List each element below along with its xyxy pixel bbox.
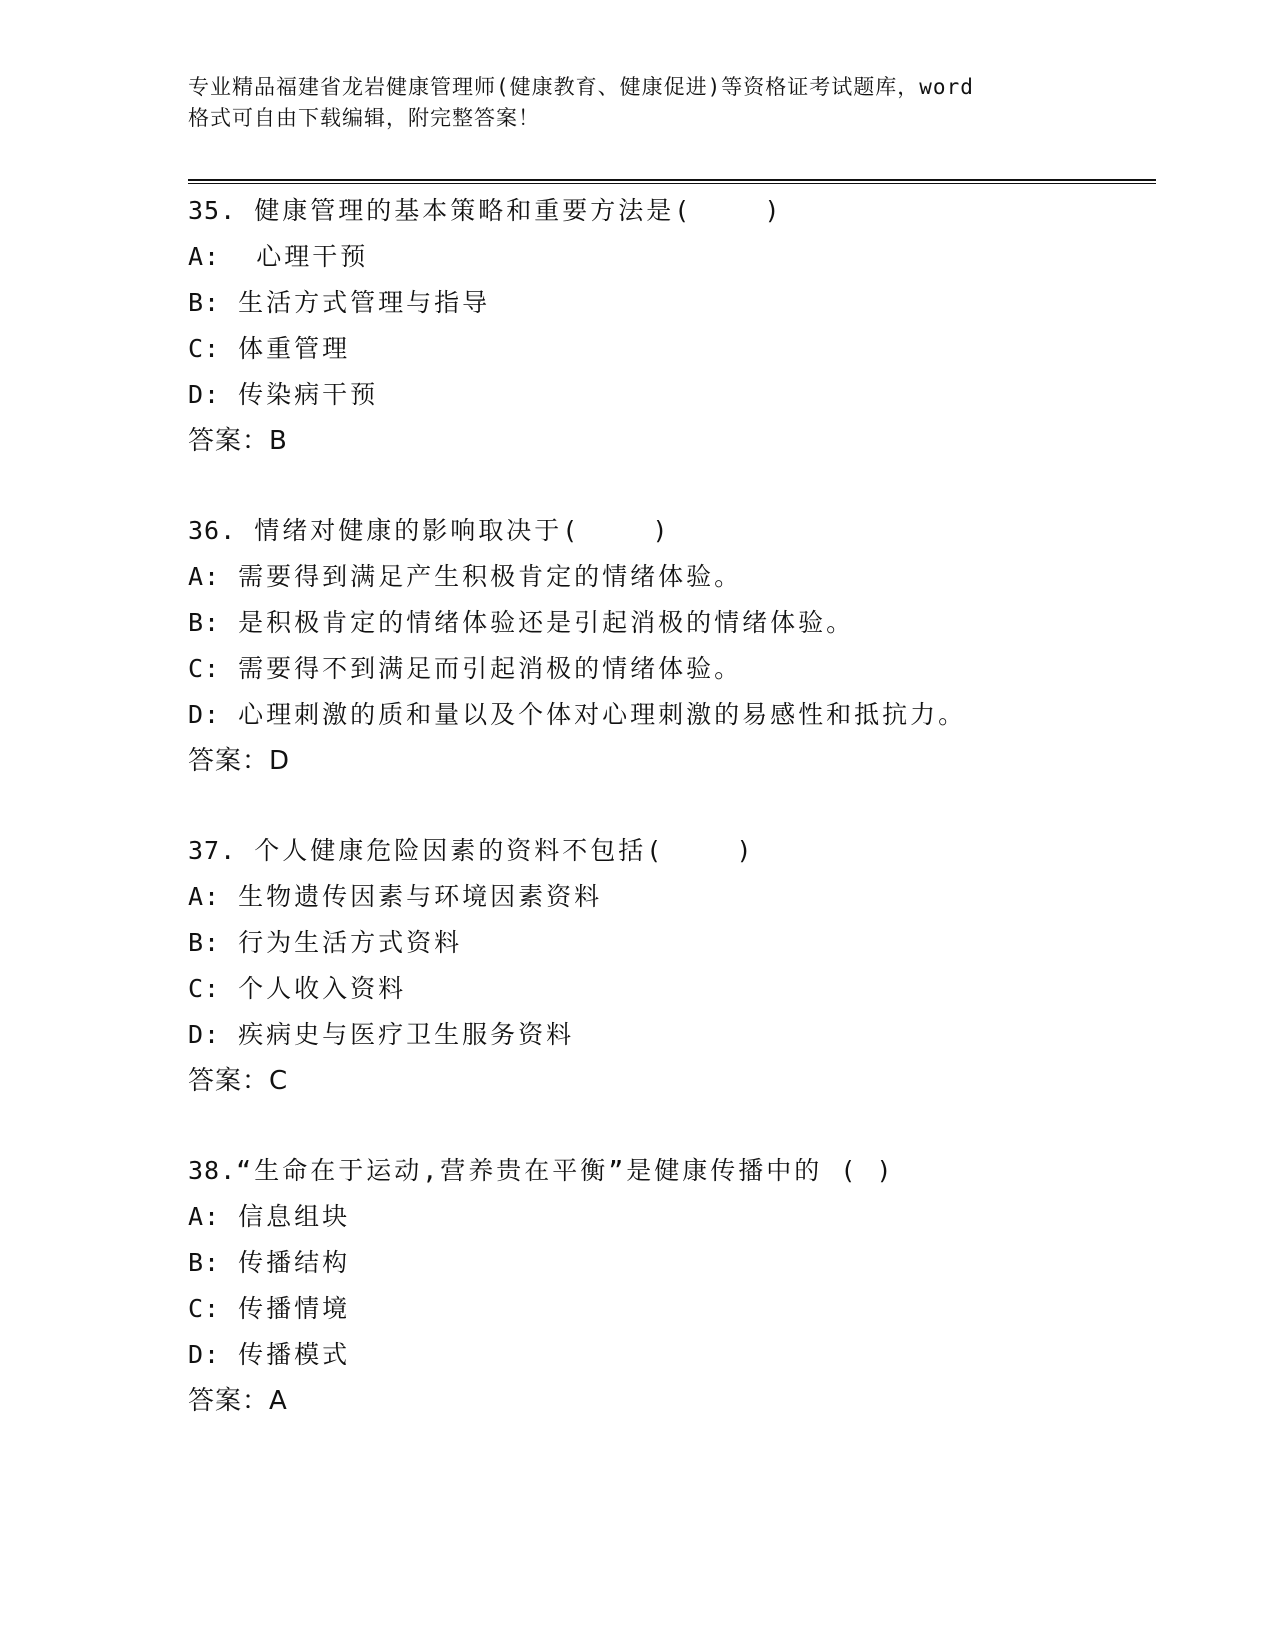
answer-value: C [269, 1066, 289, 1096]
answer-line [188, 1058, 1148, 1104]
option-a [188, 234, 1148, 280]
option-key: C: [188, 974, 221, 1003]
option-text: 生物遗传因素与环境因素资料 [220, 882, 603, 911]
option-b [188, 600, 1148, 646]
option-c [188, 1286, 1148, 1332]
option-text: 心理干预 [220, 242, 369, 271]
option-text: 个人收入资料 [220, 974, 407, 1003]
option-c [188, 966, 1148, 1012]
question-text: “生命在于运动,营养贵在平衡”是健康传播中的 ( ) [236, 1156, 895, 1185]
question-text: 个人健康危险因素的资料不包括( ) [236, 836, 755, 865]
option-key: D: [188, 1020, 221, 1049]
option-key: B: [188, 1248, 221, 1277]
option-text: 传播模式 [220, 1340, 351, 1369]
option-text: 体重管理 [220, 334, 351, 363]
answer-label: 答案： [188, 426, 270, 456]
option-b [188, 280, 1148, 326]
option-b [188, 1240, 1148, 1286]
question-text: 健康管理的基本策略和重要方法是( ) [236, 196, 783, 225]
option-key: B: [188, 928, 221, 957]
option-text: 心理刺激的质和量以及个体对心理刺激的易感性和抵抗力。 [220, 700, 967, 729]
question-stem [188, 188, 1148, 234]
option-d [188, 372, 1148, 418]
answer-line [188, 418, 1148, 464]
option-key: C: [188, 334, 221, 363]
answer-line [188, 738, 1148, 784]
answer-label: 答案： [188, 1386, 270, 1416]
question-number: 36. [188, 516, 237, 545]
option-text: 生活方式管理与指导 [220, 288, 491, 317]
option-text: 传播结构 [220, 1248, 351, 1277]
option-text: 是积极肯定的情绪体验还是引起消极的情绪体验。 [220, 608, 855, 637]
option-d [188, 1012, 1148, 1058]
option-key: B: [188, 288, 221, 317]
option-text: 需要得不到满足而引起消极的情绪体验。 [220, 654, 743, 683]
question-stem [188, 1148, 1148, 1194]
option-c [188, 326, 1148, 372]
option-key: C: [188, 1294, 221, 1323]
option-d [188, 692, 1148, 738]
question-38 [188, 1148, 1148, 1424]
option-text: 行为生活方式资料 [220, 928, 463, 957]
option-text: 疾病史与医疗卫生服务资料 [220, 1020, 575, 1049]
question-stem [188, 508, 1148, 554]
answer-line [188, 1378, 1148, 1424]
header-divider [188, 179, 1156, 184]
question-36 [188, 508, 1148, 784]
option-key: A: [188, 242, 221, 271]
option-a [188, 874, 1148, 920]
header-line-1: 专业精品福建省龙岩健康管理师(健康教育、健康促进)等资格证考试题库，word [188, 75, 974, 99]
question-list [188, 188, 1148, 1468]
question-number: 35. [188, 196, 237, 225]
answer-label: 答案： [188, 1066, 270, 1096]
option-text: 信息组块 [220, 1202, 351, 1231]
option-c [188, 646, 1148, 692]
option-a [188, 554, 1148, 600]
option-key: B: [188, 608, 221, 637]
question-text: 情绪对健康的影响取决于( ) [236, 516, 671, 545]
option-key: A: [188, 882, 221, 911]
option-key: D: [188, 380, 221, 409]
option-key: C: [188, 654, 221, 683]
option-key: A: [188, 1202, 221, 1231]
question-stem [188, 828, 1148, 874]
option-b [188, 920, 1148, 966]
option-key: D: [188, 700, 221, 729]
option-key: D: [188, 1340, 221, 1369]
answer-label: 答案： [188, 746, 270, 776]
question-35 [188, 188, 1148, 464]
answer-value: B [269, 426, 288, 456]
question-number: 38. [188, 1156, 237, 1185]
question-37 [188, 828, 1148, 1104]
option-text: 传染病干预 [220, 380, 379, 409]
answer-value: A [269, 1386, 288, 1416]
answer-value: D [269, 746, 291, 776]
option-a [188, 1194, 1148, 1240]
document-header [188, 72, 1088, 134]
header-line-2: 格式可自由下载编辑，附完整答案！ [188, 106, 540, 130]
question-number: 37. [188, 836, 237, 865]
option-d [188, 1332, 1148, 1378]
option-key: A: [188, 562, 221, 591]
option-text: 传播情境 [220, 1294, 351, 1323]
option-text: 需要得到满足产生积极肯定的情绪体验。 [220, 562, 743, 591]
